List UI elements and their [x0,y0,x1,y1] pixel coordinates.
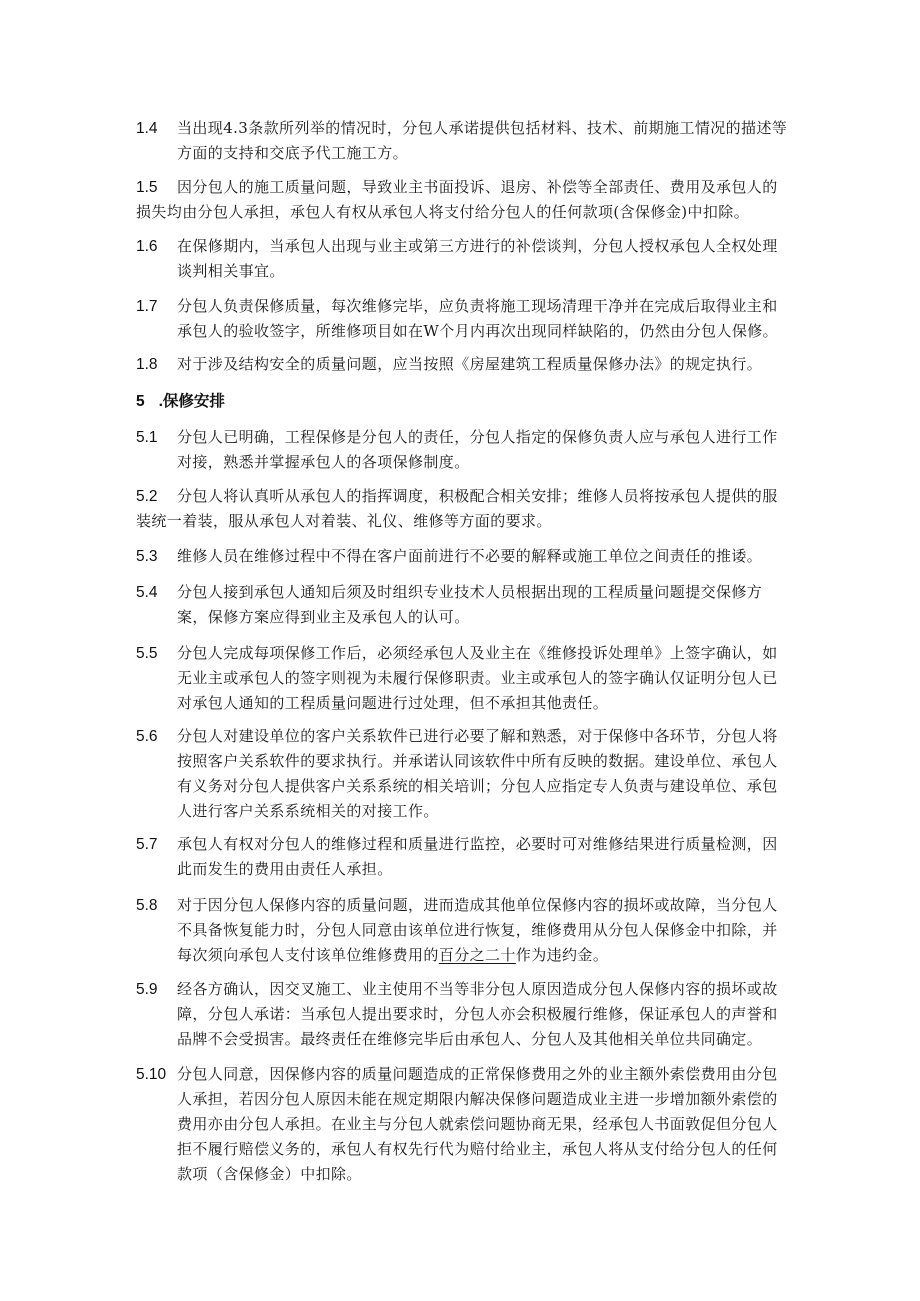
clause-text: 承包人有权对分包人的维修过程和质量进行监控，必要时可对维修结果进行质量检测，因此而发生的费用由责任人承担。 [177,835,778,878]
clause-number: 1.4 [136,120,158,137]
clause-1-8 [136,352,788,377]
clause-number: 5.6 [136,728,158,745]
clause-5-7 [136,832,788,882]
clause-number: 1.8 [136,356,158,373]
clause-1-6 [136,234,788,284]
clause-5-5 [136,641,788,716]
section-number: 5 [136,393,145,410]
clause-number: 5.2 [136,488,158,505]
clause-5-1 [136,425,788,475]
clause-text: 在保修期内，当承包人出现与业主或第三方进行的补偿谈判，分包人授权承包人全权处理谈判相关事宜。 [177,237,778,280]
clause-number: 5.9 [136,981,158,998]
clause-number: 5.10 [136,1066,167,1083]
clause-number: 5.5 [136,645,158,662]
clause-5-6 [136,724,788,824]
clause-5-9 [136,977,788,1052]
section-heading [136,389,225,414]
section-title-text: .保修安排 [158,393,225,410]
clause-text: 因分包人的施工质量问题，导致业主书面投诉、退房、补偿等全部责任、费用及承包人的损失均由分包人承担，承包人有权从承包人将支付给分包人的任何款项(含保修金)中扣除。 [136,178,778,221]
clause-5-8 [136,893,788,968]
clause-text: 对于涉及结构安全的质量问题，应当按照《房屋建筑工程质量保修办法》的规定执行。 [177,355,763,373]
clause-1-5 [136,175,788,225]
clause-number: 5.4 [136,584,158,601]
clause-number: 5.8 [136,897,158,914]
clause-text-part: 作为违约金。 [515,946,609,964]
clause-text: 分包人接到承包人通知后须及时组织专业技术人员根据出现的工程质量问题提交保修方案，保修方案应得到业主及承包人的认可。 [177,583,763,626]
clause-5-4 [136,580,788,630]
clause-number: 1.7 [136,298,158,315]
clause-number: 5.1 [136,429,158,446]
underlined-percentage: 百分之二十 [438,946,516,964]
clause-text: 经各方确认，因交叉施工、业主使用不当等非分包人原因造成分包人保修内容的损坏或故障，分包人承诺：当承包人提出要求时，分包人亦会积极履行维修，保证承包人的声誉和品牌不会受损害。最终责任在维修完毕后由承包人、分包人及其他相关单位共同确定。 [177,980,778,1048]
clause-text: 分包人同意，因保修内容的质量问题造成的正常保修费用之外的业主额外索偿费用由分包人承担，若因分包人原因未能在规定期限内解决保修问题造成业主进一步增加额外索偿的费用亦由分包人承担。在业主与分包人就索偿问题协商无果，经承包人书面敦促但分包人拒不履行赔偿义务的，承包人有权先行代为赔付给业主，承包人将从支付给分包人的任何款项（含保修金）中扣除。 [177,1065,778,1183]
clause-1-4 [136,116,788,166]
clause-text: 维修人员在维修过程中不得在客户面前进行不必要的解释或施工单位之间责任的推诿。 [177,547,763,565]
clause-text-part: 对于因分包人保修内容的质量问题，进而造成其他单位保修内容的损坏或故障，当分包人不具备恢复能力时，分包人同意由该单位进行恢复，维修费用从分包人保修金中扣除，并每次须向承包人支付该单位维修费用的 [177,896,778,964]
clause-text [177,893,788,968]
clause-5-2 [136,484,788,534]
clause-1-7 [136,294,788,344]
clause-number: 5.7 [136,836,158,853]
clause-number: 1.6 [136,238,158,255]
clause-text: 分包人将认真听从承包人的指挥调度，积极配合相关安排；维修人员将按承包人提供的服装统一着装，服从承包人对着装、礼仪、维修等方面的要求。 [136,487,778,530]
clause-number: 5.3 [136,548,158,565]
clause-text: 分包人负责保修质量，每次维修完毕，应负责将施工现场清理干净并在完成后取得业主和承包人的验收签字，所维修项目如在W个月内再次出现同样缺陷的，仍然由分包人保修。 [177,297,779,340]
clause-number: 1.5 [136,179,158,196]
clause-text: 分包人对建设单位的客户关系软件已进行必要了解和熟悉，对于保修中各环节，分包人将按照客户关系软件的要求执行。并承诺认同该软件中所有反映的数据。建设单位、承包人有义务对分包人提供客户关系系统的相关培训；分包人应指定专人负责与建设单位、承包人进行客户关系系统相关的对接工作。 [177,727,778,820]
clause-text: 分包人完成每项保修工作后，必须经承包人及业主在《维修投诉处理单》上签字确认，如无业主或承包人的签字则视为未履行保修职责。业主或承包人的签字确认仅证明分包人已对承包人通知的工程质量问题进行过处理，但不承担其他责任。 [177,644,778,712]
clause-5-3 [136,544,788,569]
clause-text: 分包人已明确，工程保修是分包人的责任，分包人指定的保修负责人应与承包人进行工作对接，熟悉并掌握承包人的各项保修制度。 [177,428,778,471]
clause-text: 当出现4.3条款所列举的情况时，分包人承诺提供包括材料、技术、前期施工情况的描述等方面的支持和交底予代工施工方。 [177,119,788,162]
clause-5-10 [136,1062,788,1187]
